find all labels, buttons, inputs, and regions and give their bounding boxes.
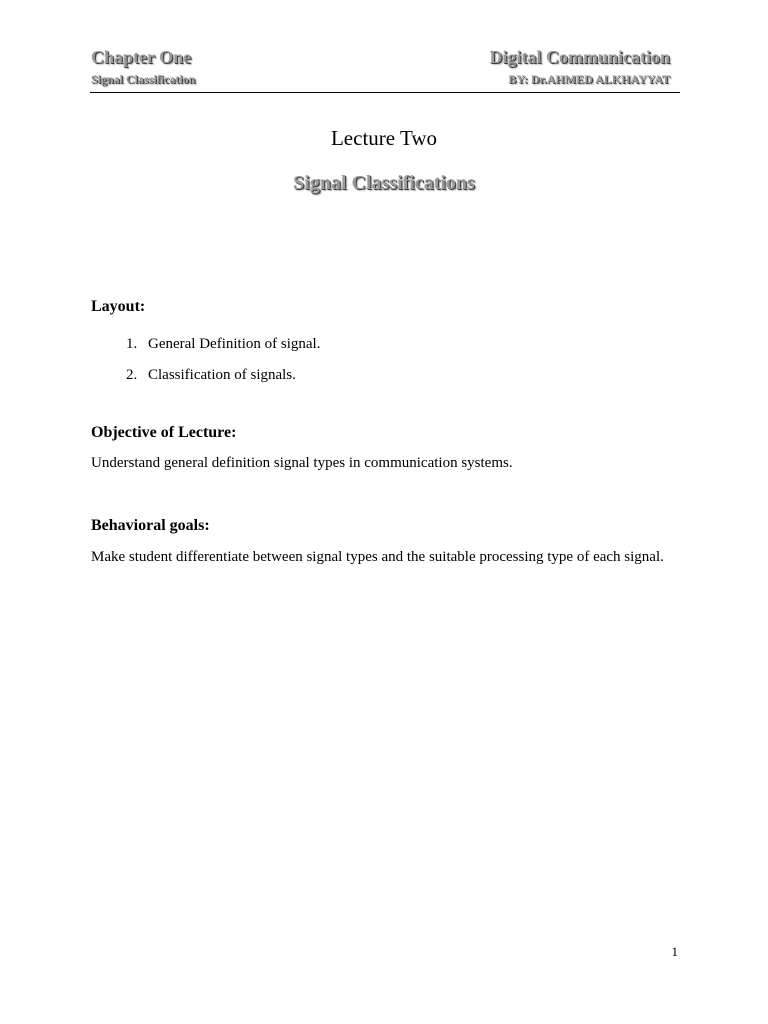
list-item	[126, 329, 320, 360]
list-item-text: Classification of signals.	[148, 367, 296, 383]
list-item-text: General Definition of signal.	[148, 336, 321, 352]
header-course: Digital Communication	[489, 47, 670, 67]
page-number: 1	[671, 944, 678, 959]
list-item-number: 1.	[126, 336, 138, 352]
header-right	[489, 44, 670, 88]
behavioral-heading: Behavioral goals:	[91, 517, 210, 534]
header-left	[91, 44, 195, 88]
objective-text: Understand general definition signal types in communication systems.	[91, 455, 513, 471]
lecture-title: Lecture Two	[330, 126, 437, 150]
page-header	[90, 44, 680, 93]
header-chapter: Chapter One	[91, 47, 192, 67]
list-item-number: 2.	[126, 367, 138, 383]
lecture-subtitle: Signal Classifications	[293, 172, 475, 194]
header-author: BY: Dr.AHMED ALKHAYYAT	[508, 72, 670, 86]
layout-list	[126, 329, 320, 391]
objective-heading: Objective of Lecture:	[91, 424, 237, 441]
behavioral-text: Make student differentiate between signal types and the suitable processing type of each signal.	[91, 549, 664, 565]
layout-heading: Layout:	[91, 298, 146, 315]
header-section: Signal Classification	[91, 72, 196, 86]
list-item	[126, 360, 320, 391]
